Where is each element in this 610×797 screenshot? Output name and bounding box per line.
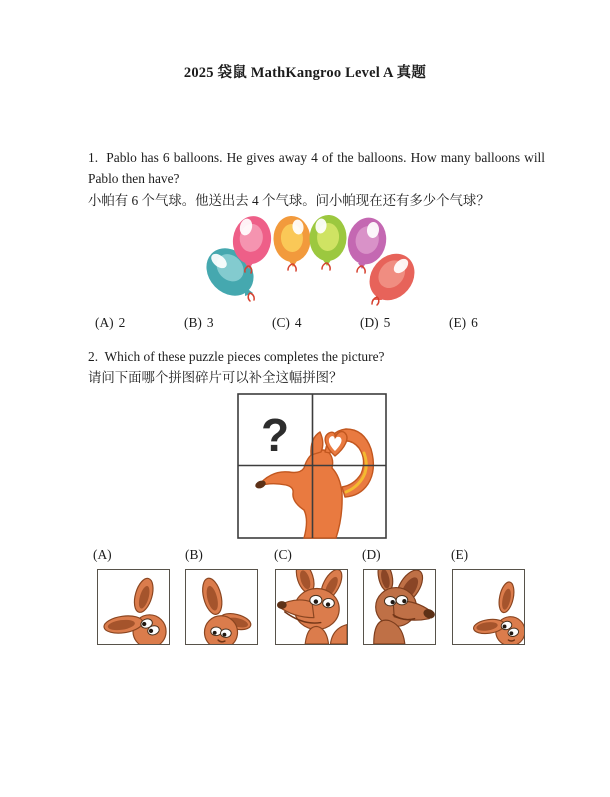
q1-text-chinese: 小帕有 6 个气球。他送出去 4 个气球。问小帕现在还有多少个气球？ — [88, 193, 490, 208]
q2-option-image-c — [275, 569, 348, 645]
q1-option-d: (D) 5 — [360, 315, 391, 330]
q2-text-chinese: 请问下面哪个拼图碎片可以补全这幅拼图？ — [88, 370, 343, 385]
kangaroo-head-a-image — [98, 570, 169, 644]
puzzle-illustration — [237, 393, 387, 540]
page-title: 2025 袋鼠 MathKangroo Level A 真题 — [183, 65, 427, 81]
q2-option-label-d: (D) — [362, 547, 381, 562]
q1-option-c: (C) 4 — [272, 315, 302, 330]
q2-text-english: 2. Which of these puzzle pieces completes the picture? — [88, 349, 385, 364]
balloons-illustration — [190, 202, 430, 306]
q2-option-image-a — [97, 569, 170, 645]
balloon-green — [308, 214, 347, 270]
kangaroo-head-d-image — [364, 570, 435, 644]
balloon-orange — [272, 215, 311, 271]
q2-option-label-a: (A) — [93, 547, 112, 562]
q2-option-image-d — [363, 569, 436, 645]
q1-option-b: (B) 3 — [184, 315, 214, 330]
q2-option-image-e — [452, 569, 525, 645]
kangaroo-head-e-image — [453, 570, 524, 644]
q1-option-a: (A) 2 — [95, 315, 126, 330]
question-mark: ? — [260, 409, 290, 461]
q2-option-label-b: (B) — [185, 547, 203, 562]
q1-text-english: 1. Pablo has 6 balloons. He gives away 4 of the balloons. How many balloons will Pablo then have? — [88, 150, 545, 186]
q1-option-e: (E) 6 — [449, 315, 478, 330]
q2-option-label-e: (E) — [451, 547, 469, 562]
kangaroo-head-b-image — [186, 570, 257, 644]
q2-option-image-b — [185, 569, 258, 645]
kangaroo-head-c-image — [276, 570, 347, 644]
q2-option-label-c: (C) — [274, 547, 292, 562]
